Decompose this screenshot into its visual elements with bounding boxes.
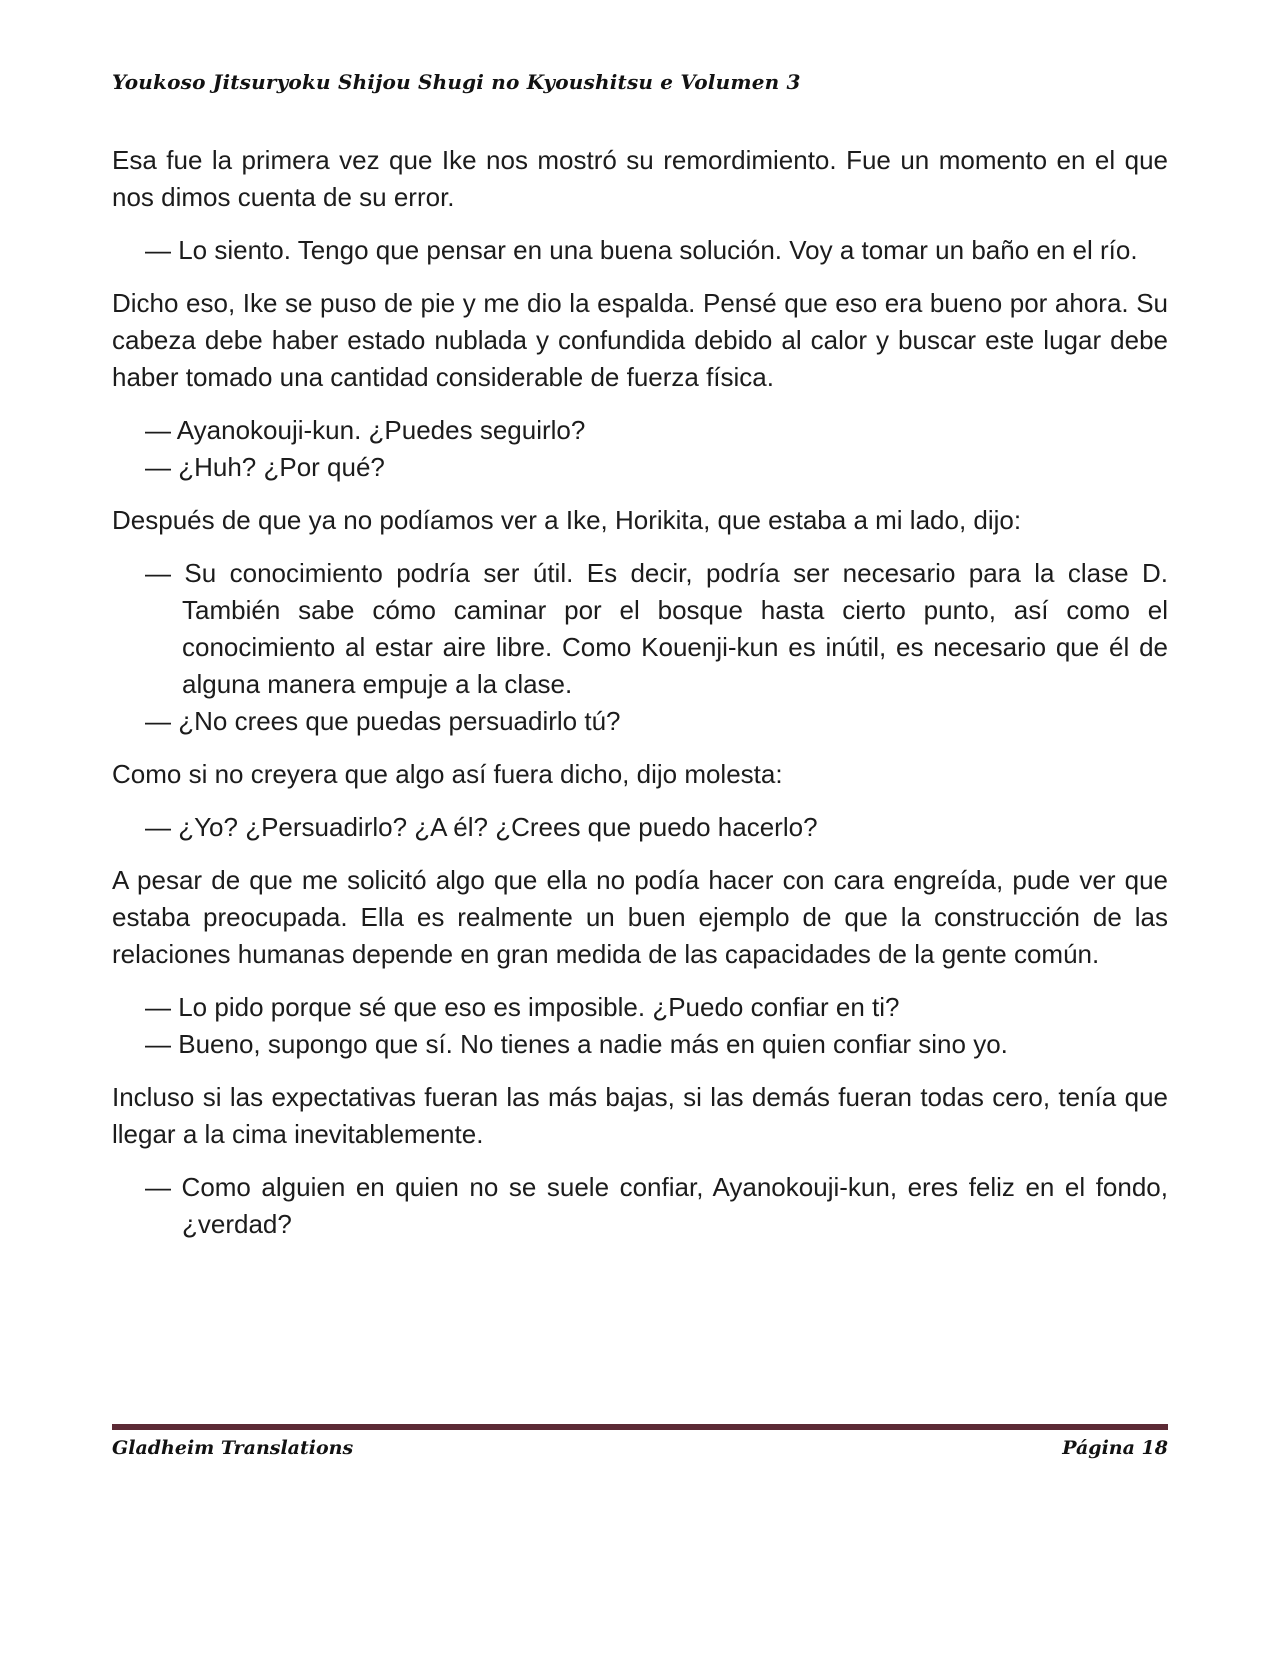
- footer-row: [112, 1437, 1168, 1459]
- dialogue-block: [112, 989, 1168, 1063]
- paragraph: Incluso si las expectativas fueran las más bajas, si las demás fueran todas cero, tenía que llegar a la cima inevitablemente.: [112, 1082, 1168, 1149]
- document-body: [112, 142, 1168, 1243]
- footer-translator: Gladheim Translations: [112, 1437, 354, 1459]
- paragraph: Esa fue la primera vez que Ike nos mostró su remordimiento. Fue un momento en el que nos dimos cuenta de su error.: [112, 145, 1168, 212]
- paragraph: Como si no creyera que algo así fuera dicho, dijo molesta:: [112, 759, 783, 789]
- dialogue-block: [112, 232, 1168, 269]
- dialogue-block: [112, 555, 1168, 740]
- dialogue-block: [112, 1169, 1168, 1243]
- dialogue-block: [112, 809, 1168, 846]
- page-footer: [112, 1424, 1168, 1459]
- dialogue-line: — ¿Yo? ¿Persuadirlo? ¿A él? ¿Crees que puedo hacerlo?: [145, 812, 818, 842]
- dialogue-line: — ¿No crees que puedas persuadirlo tú?: [145, 706, 621, 736]
- dialogue-line: — ¿Huh? ¿Por qué?: [145, 452, 385, 482]
- page-header-title: Youkoso Jitsuryoku Shijou Shugi no Kyoushitsu e Volumen 3: [112, 70, 801, 94]
- dialogue-line: — Lo pido porque sé que eso es imposible. ¿Puedo confiar en ti?: [145, 992, 900, 1022]
- paragraph: Dicho eso, Ike se puso de pie y me dio la espalda. Pensé que eso era bueno por ahora. Su cabeza debe haber estado nublada y confundida debido al calor y buscar este lugar debe haber tomado una cantidad considerable de fuerza física.: [112, 288, 1168, 392]
- dialogue-line: — Su conocimiento podría ser útil. Es decir, podría ser necesario para la clase D. También sabe cómo caminar por el bosque hasta cierto punto, así como el conocimiento al estar aire libre. Como Kouenji-kun es inútil, es necesario que él de alguna manera empuje a la clase.: [145, 558, 1168, 699]
- footer-rule: [112, 1424, 1168, 1430]
- dialogue-line: — Como alguien en quien no se suele confiar, Ayanokouji-kun, eres feliz en el fondo, ¿verdad?: [145, 1172, 1168, 1239]
- dialogue-line: — Lo siento. Tengo que pensar en una buena solución. Voy a tomar un baño en el río.: [145, 235, 1138, 265]
- paragraph: Después de que ya no podíamos ver a Ike, Horikita, que estaba a mi lado, dijo:: [112, 505, 1022, 535]
- dialogue-block: [112, 412, 1168, 486]
- paragraph: A pesar de que me solicitó algo que ella no podía hacer con cara engreída, pude ver que estaba preocupada. Ella es realmente un buen ejemplo de que la construcción de las relaciones humanas depende en gran medida de las capacidades de la gente común.: [112, 865, 1168, 969]
- footer-page-number: Página 18: [1062, 1437, 1168, 1459]
- dialogue-line: — Bueno, supongo que sí. No tienes a nadie más en quien confiar sino yo.: [145, 1029, 1008, 1059]
- dialogue-line: — Ayanokouji-kun. ¿Puedes seguirlo?: [145, 415, 586, 445]
